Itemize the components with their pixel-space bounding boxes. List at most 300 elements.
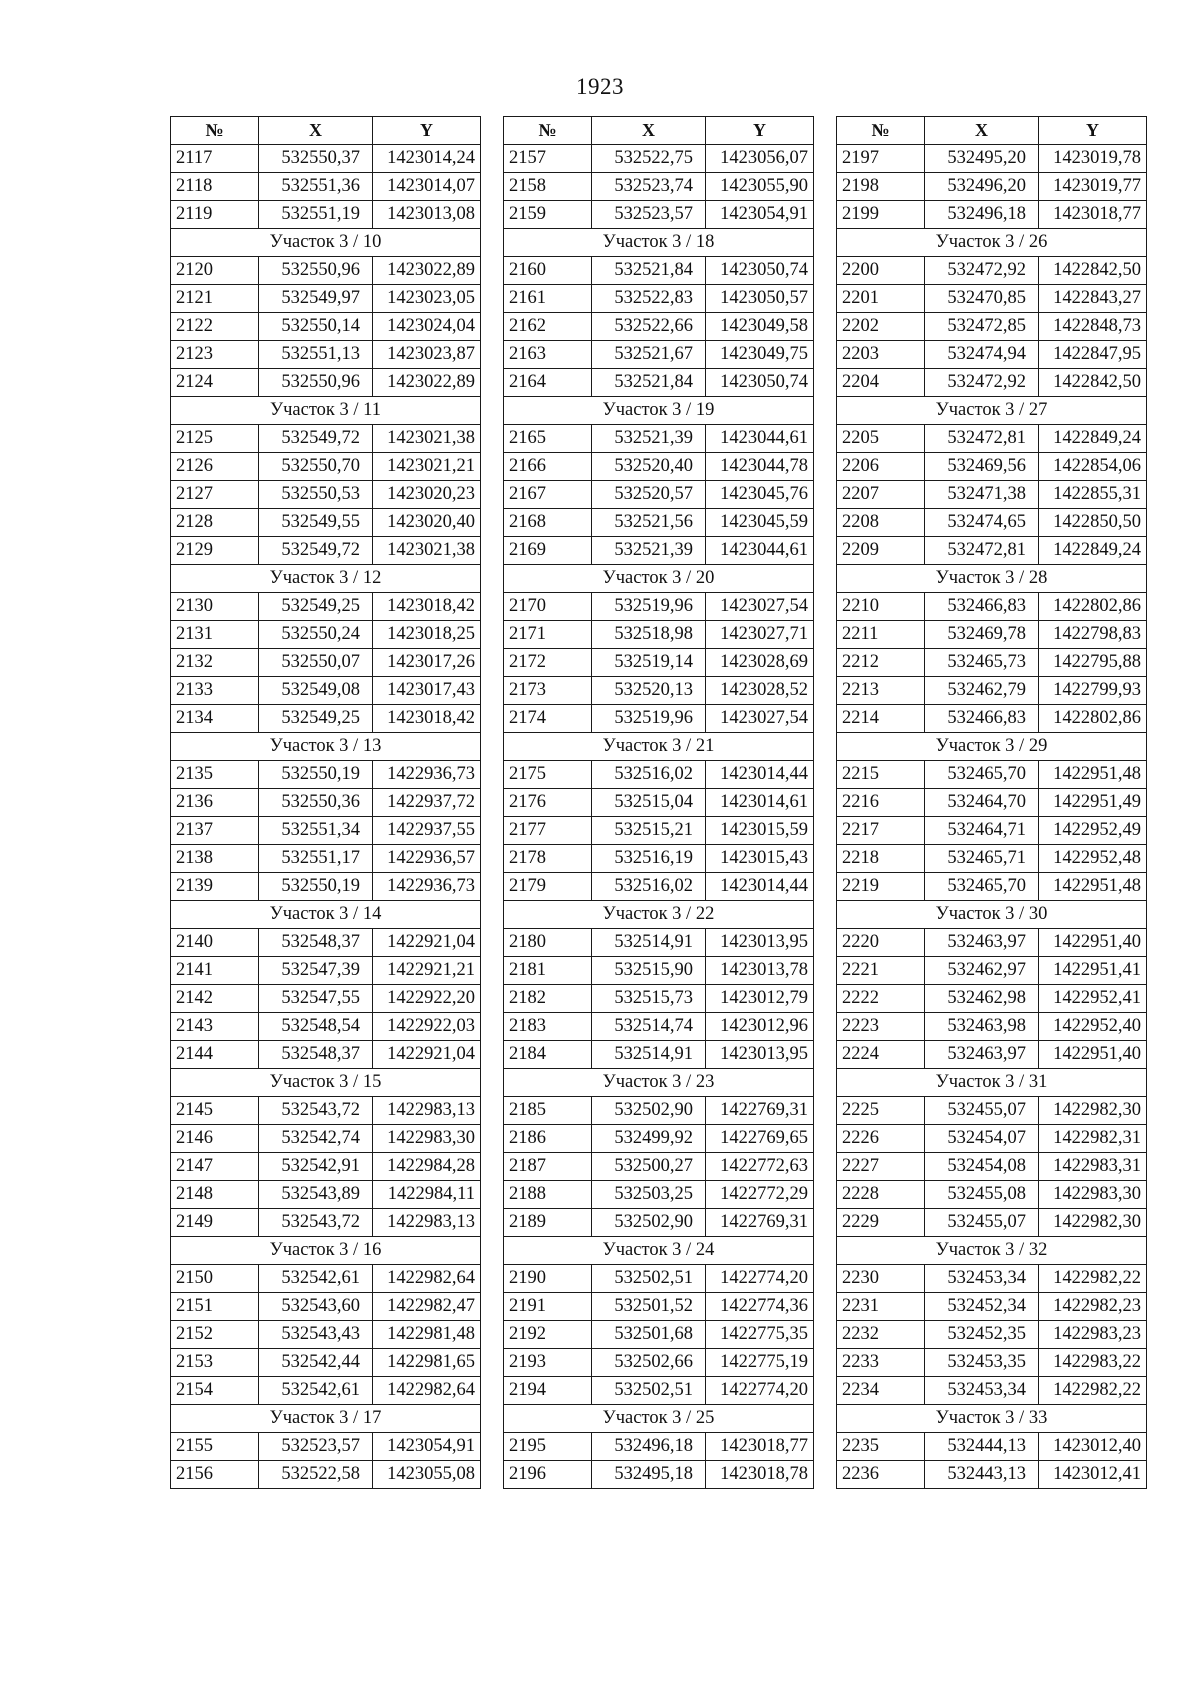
point-number: 2214 [837,705,925,733]
section-header-row [504,901,814,929]
section-header-row [504,1069,814,1097]
header-number: № [171,117,259,145]
x-coordinate: 532503,25 [592,1181,706,1209]
x-coordinate: 532452,35 [925,1321,1039,1349]
point-number: 2195 [504,1433,592,1461]
table-row [504,1041,814,1069]
y-coordinate: 1423012,96 [706,1013,814,1041]
y-coordinate: 1423013,95 [706,1041,814,1069]
table-row [837,817,1147,845]
x-coordinate: 532550,24 [259,621,373,649]
section-header-row [837,733,1147,761]
table-row [837,845,1147,873]
table-row [504,761,814,789]
point-number: 2216 [837,789,925,817]
section-header-row [837,229,1147,257]
y-coordinate: 1422983,22 [1039,1349,1147,1377]
x-coordinate: 532542,61 [259,1377,373,1405]
table-row [171,257,481,285]
y-coordinate: 1423017,43 [373,677,481,705]
point-number: 2188 [504,1181,592,1209]
x-coordinate: 532465,70 [925,761,1039,789]
table-row [171,1041,481,1069]
y-coordinate: 1423054,91 [373,1433,481,1461]
table-row [171,845,481,873]
y-coordinate: 1423012,41 [1039,1461,1147,1489]
x-coordinate: 532542,74 [259,1125,373,1153]
point-number: 2211 [837,621,925,649]
x-coordinate: 532549,72 [259,537,373,565]
table-row [171,201,481,229]
x-coordinate: 532543,43 [259,1321,373,1349]
y-coordinate: 1423023,05 [373,285,481,313]
table-row [837,453,1147,481]
point-number: 2143 [171,1013,259,1041]
point-number: 2233 [837,1349,925,1377]
x-coordinate: 532514,91 [592,929,706,957]
table-row [837,257,1147,285]
point-number: 2142 [171,985,259,1013]
y-coordinate: 1423022,89 [373,257,481,285]
point-number: 2171 [504,621,592,649]
coordinates-table-2 [503,116,814,1489]
table-row [504,789,814,817]
table-row [171,985,481,1013]
y-coordinate: 1423013,78 [706,957,814,985]
y-coordinate: 1422922,20 [373,985,481,1013]
x-coordinate: 532520,13 [592,677,706,705]
y-coordinate: 1423021,21 [373,453,481,481]
x-coordinate: 532472,81 [925,425,1039,453]
y-coordinate: 1423027,54 [706,705,814,733]
table-row [171,873,481,901]
point-number: 2183 [504,1013,592,1041]
y-coordinate: 1422952,48 [1039,845,1147,873]
y-coordinate: 1422769,65 [706,1125,814,1153]
y-coordinate: 1422769,31 [706,1097,814,1125]
point-number: 2168 [504,509,592,537]
table-row [171,145,481,173]
table-row [837,957,1147,985]
y-coordinate: 1423013,95 [706,929,814,957]
point-number: 2128 [171,509,259,537]
table-row [837,425,1147,453]
x-coordinate: 532550,07 [259,649,373,677]
y-coordinate: 1423028,69 [706,649,814,677]
point-number: 2152 [171,1321,259,1349]
table-row [171,1461,481,1489]
table-row [504,341,814,369]
section-header-row [837,1069,1147,1097]
y-coordinate: 1422983,23 [1039,1321,1147,1349]
point-number: 2163 [504,341,592,369]
point-number: 2187 [504,1153,592,1181]
section-title: Участок 3 / 32 [837,1237,1147,1265]
y-coordinate: 1423019,77 [1039,173,1147,201]
y-coordinate: 1423020,23 [373,481,481,509]
y-coordinate: 1422951,48 [1039,873,1147,901]
point-number: 2149 [171,1209,259,1237]
y-coordinate: 1422802,86 [1039,593,1147,621]
point-number: 2127 [171,481,259,509]
table-row [837,1321,1147,1349]
table-row [837,1153,1147,1181]
y-coordinate: 1423050,57 [706,285,814,313]
table-row [504,1349,814,1377]
x-coordinate: 532495,18 [592,1461,706,1489]
x-coordinate: 532521,84 [592,257,706,285]
table-row [837,173,1147,201]
table-row [504,313,814,341]
x-coordinate: 532550,96 [259,257,373,285]
section-title: Участок 3 / 28 [837,565,1147,593]
y-coordinate: 1422849,24 [1039,537,1147,565]
point-number: 2189 [504,1209,592,1237]
point-number: 2229 [837,1209,925,1237]
point-number: 2199 [837,201,925,229]
table-row [504,173,814,201]
table-row [837,1265,1147,1293]
x-coordinate: 532453,34 [925,1265,1039,1293]
x-coordinate: 532550,70 [259,453,373,481]
y-coordinate: 1422951,48 [1039,761,1147,789]
point-number: 2234 [837,1377,925,1405]
point-number: 2219 [837,873,925,901]
y-coordinate: 1422983,30 [1039,1181,1147,1209]
point-number: 2131 [171,621,259,649]
y-coordinate: 1422951,40 [1039,929,1147,957]
x-coordinate: 532549,97 [259,285,373,313]
point-number: 2130 [171,593,259,621]
table-row [171,1433,481,1461]
point-number: 2165 [504,425,592,453]
point-number: 2230 [837,1265,925,1293]
point-number: 2193 [504,1349,592,1377]
point-number: 2120 [171,257,259,285]
table-row [504,145,814,173]
point-number: 2170 [504,593,592,621]
section-title: Участок 3 / 24 [504,1237,814,1265]
point-number: 2178 [504,845,592,873]
table-row [171,341,481,369]
table-row [837,761,1147,789]
x-coordinate: 532515,21 [592,817,706,845]
point-number: 2177 [504,817,592,845]
section-title: Участок 3 / 33 [837,1405,1147,1433]
point-number: 2212 [837,649,925,677]
point-number: 2169 [504,537,592,565]
section-title: Участок 3 / 13 [171,733,481,761]
y-coordinate: 1422984,28 [373,1153,481,1181]
x-coordinate: 532469,78 [925,621,1039,649]
point-number: 2182 [504,985,592,1013]
y-coordinate: 1422982,22 [1039,1377,1147,1405]
section-header-row [171,1069,481,1097]
y-coordinate: 1422854,06 [1039,453,1147,481]
section-header-row [837,565,1147,593]
y-coordinate: 1422849,24 [1039,425,1147,453]
table-row [171,705,481,733]
y-coordinate: 1422981,65 [373,1349,481,1377]
point-number: 2159 [504,201,592,229]
x-coordinate: 532549,25 [259,593,373,621]
y-coordinate: 1422799,93 [1039,677,1147,705]
y-coordinate: 1423018,25 [373,621,481,649]
point-number: 2221 [837,957,925,985]
point-number: 2176 [504,789,592,817]
x-coordinate: 532523,74 [592,173,706,201]
y-coordinate: 1423045,76 [706,481,814,509]
table-row [837,929,1147,957]
point-number: 2123 [171,341,259,369]
point-number: 2148 [171,1181,259,1209]
section-title: Участок 3 / 23 [504,1069,814,1097]
table-row [837,1097,1147,1125]
header-x: X [925,117,1039,145]
point-number: 2225 [837,1097,925,1125]
table-row [171,369,481,397]
section-title: Участок 3 / 10 [171,229,481,257]
y-coordinate: 1422774,36 [706,1293,814,1321]
point-number: 2198 [837,173,925,201]
table-row [504,817,814,845]
y-coordinate: 1423024,04 [373,313,481,341]
y-coordinate: 1423020,40 [373,509,481,537]
y-coordinate: 1422775,35 [706,1321,814,1349]
table-row [171,453,481,481]
x-coordinate: 532549,08 [259,677,373,705]
x-coordinate: 532542,91 [259,1153,373,1181]
point-number: 2192 [504,1321,592,1349]
section-title: Участок 3 / 16 [171,1237,481,1265]
point-number: 2160 [504,257,592,285]
x-coordinate: 532521,39 [592,537,706,565]
y-coordinate: 1422937,55 [373,817,481,845]
point-number: 2155 [171,1433,259,1461]
point-number: 2154 [171,1377,259,1405]
x-coordinate: 532501,68 [592,1321,706,1349]
y-coordinate: 1423023,87 [373,341,481,369]
y-coordinate: 1423022,89 [373,369,481,397]
y-coordinate: 1423027,54 [706,593,814,621]
table-row [837,1349,1147,1377]
y-coordinate: 1422775,19 [706,1349,814,1377]
x-coordinate: 532464,71 [925,817,1039,845]
point-number: 2132 [171,649,259,677]
table-row [837,649,1147,677]
x-coordinate: 532551,34 [259,817,373,845]
y-coordinate: 1422984,11 [373,1181,481,1209]
table-row [504,1265,814,1293]
x-coordinate: 532502,51 [592,1377,706,1405]
point-number: 2204 [837,369,925,397]
section-title: Участок 3 / 15 [171,1069,481,1097]
x-coordinate: 532502,66 [592,1349,706,1377]
y-coordinate: 1423018,42 [373,705,481,733]
x-coordinate: 532455,08 [925,1181,1039,1209]
table-row [504,509,814,537]
y-coordinate: 1422952,49 [1039,817,1147,845]
table-row [837,341,1147,369]
y-coordinate: 1422982,23 [1039,1293,1147,1321]
table-row [837,789,1147,817]
table-row [837,705,1147,733]
table-header-row [504,117,814,145]
x-coordinate: 532516,19 [592,845,706,873]
y-coordinate: 1422842,50 [1039,369,1147,397]
x-coordinate: 532466,83 [925,593,1039,621]
table-row [837,1125,1147,1153]
section-header-row [171,565,481,593]
table-row [504,845,814,873]
point-number: 2150 [171,1265,259,1293]
point-number: 2135 [171,761,259,789]
x-coordinate: 532464,70 [925,789,1039,817]
x-coordinate: 532496,18 [592,1433,706,1461]
table-row [171,621,481,649]
x-coordinate: 532522,75 [592,145,706,173]
point-number: 2118 [171,173,259,201]
point-number: 2232 [837,1321,925,1349]
point-number: 2141 [171,957,259,985]
table-row [171,1181,481,1209]
point-number: 2213 [837,677,925,705]
point-number: 2224 [837,1041,925,1069]
point-number: 2207 [837,481,925,509]
x-coordinate: 532462,79 [925,677,1039,705]
table-row [504,1125,814,1153]
section-title: Участок 3 / 21 [504,733,814,761]
y-coordinate: 1422952,41 [1039,985,1147,1013]
table-row [837,1041,1147,1069]
point-number: 2190 [504,1265,592,1293]
x-coordinate: 532516,02 [592,761,706,789]
point-number: 2126 [171,453,259,481]
section-title: Участок 3 / 26 [837,229,1147,257]
point-number: 2217 [837,817,925,845]
section-title: Участок 3 / 14 [171,901,481,929]
y-coordinate: 1422983,13 [373,1097,481,1125]
x-coordinate: 532542,61 [259,1265,373,1293]
table-row [504,957,814,985]
table-row [504,649,814,677]
table-row [171,1209,481,1237]
y-coordinate: 1422936,57 [373,845,481,873]
y-coordinate: 1423021,38 [373,425,481,453]
section-title: Участок 3 / 20 [504,565,814,593]
y-coordinate: 1423014,44 [706,873,814,901]
table-row [837,509,1147,537]
y-coordinate: 1423014,24 [373,145,481,173]
x-coordinate: 532549,55 [259,509,373,537]
x-coordinate: 532502,90 [592,1097,706,1125]
x-coordinate: 532522,66 [592,313,706,341]
x-coordinate: 532463,97 [925,1041,1039,1069]
point-number: 2227 [837,1153,925,1181]
table-row [504,1461,814,1489]
y-coordinate: 1423044,61 [706,425,814,453]
table-row [837,1377,1147,1405]
y-coordinate: 1422981,48 [373,1321,481,1349]
point-number: 2144 [171,1041,259,1069]
y-coordinate: 1422847,95 [1039,341,1147,369]
point-number: 2203 [837,341,925,369]
x-coordinate: 532550,14 [259,313,373,341]
x-coordinate: 532466,83 [925,705,1039,733]
y-coordinate: 1422798,83 [1039,621,1147,649]
section-header-row [171,901,481,929]
y-coordinate: 1422774,20 [706,1265,814,1293]
point-number: 2206 [837,453,925,481]
y-coordinate: 1422922,03 [373,1013,481,1041]
point-number: 2180 [504,929,592,957]
x-coordinate: 532444,13 [925,1433,1039,1461]
x-coordinate: 532522,58 [259,1461,373,1489]
x-coordinate: 532543,60 [259,1293,373,1321]
point-number: 2147 [171,1153,259,1181]
table-row [504,425,814,453]
x-coordinate: 532496,18 [925,201,1039,229]
section-title: Участок 3 / 31 [837,1069,1147,1097]
table-row [171,1293,481,1321]
point-number: 2231 [837,1293,925,1321]
y-coordinate: 1422843,27 [1039,285,1147,313]
x-coordinate: 532454,07 [925,1125,1039,1153]
y-coordinate: 1422983,13 [373,1209,481,1237]
section-header-row [837,397,1147,425]
x-coordinate: 532499,92 [592,1125,706,1153]
y-coordinate: 1423014,61 [706,789,814,817]
point-number: 2235 [837,1433,925,1461]
table-row [837,537,1147,565]
table-row [504,1181,814,1209]
x-coordinate: 532453,35 [925,1349,1039,1377]
x-coordinate: 532520,57 [592,481,706,509]
x-coordinate: 532516,02 [592,873,706,901]
x-coordinate: 532550,37 [259,145,373,173]
point-number: 2215 [837,761,925,789]
x-coordinate: 532462,97 [925,957,1039,985]
table-row [504,537,814,565]
section-title: Участок 3 / 11 [171,397,481,425]
point-number: 2186 [504,1125,592,1153]
y-coordinate: 1423054,91 [706,201,814,229]
table-row [837,369,1147,397]
x-coordinate: 532443,13 [925,1461,1039,1489]
section-header-row [171,397,481,425]
table-row [171,537,481,565]
table-row [504,985,814,1013]
y-coordinate: 1422982,47 [373,1293,481,1321]
section-header-row [504,229,814,257]
y-coordinate: 1423050,74 [706,369,814,397]
point-number: 2209 [837,537,925,565]
y-coordinate: 1423014,07 [373,173,481,201]
x-coordinate: 532518,98 [592,621,706,649]
table-row [171,1265,481,1293]
y-coordinate: 1422983,30 [373,1125,481,1153]
table-header-row [837,117,1147,145]
header-number: № [504,117,592,145]
section-title: Участок 3 / 19 [504,397,814,425]
y-coordinate: 1422850,50 [1039,509,1147,537]
table-row [837,677,1147,705]
table-row [171,761,481,789]
x-coordinate: 532521,39 [592,425,706,453]
x-coordinate: 532500,27 [592,1153,706,1181]
point-number: 2134 [171,705,259,733]
table-row [837,201,1147,229]
